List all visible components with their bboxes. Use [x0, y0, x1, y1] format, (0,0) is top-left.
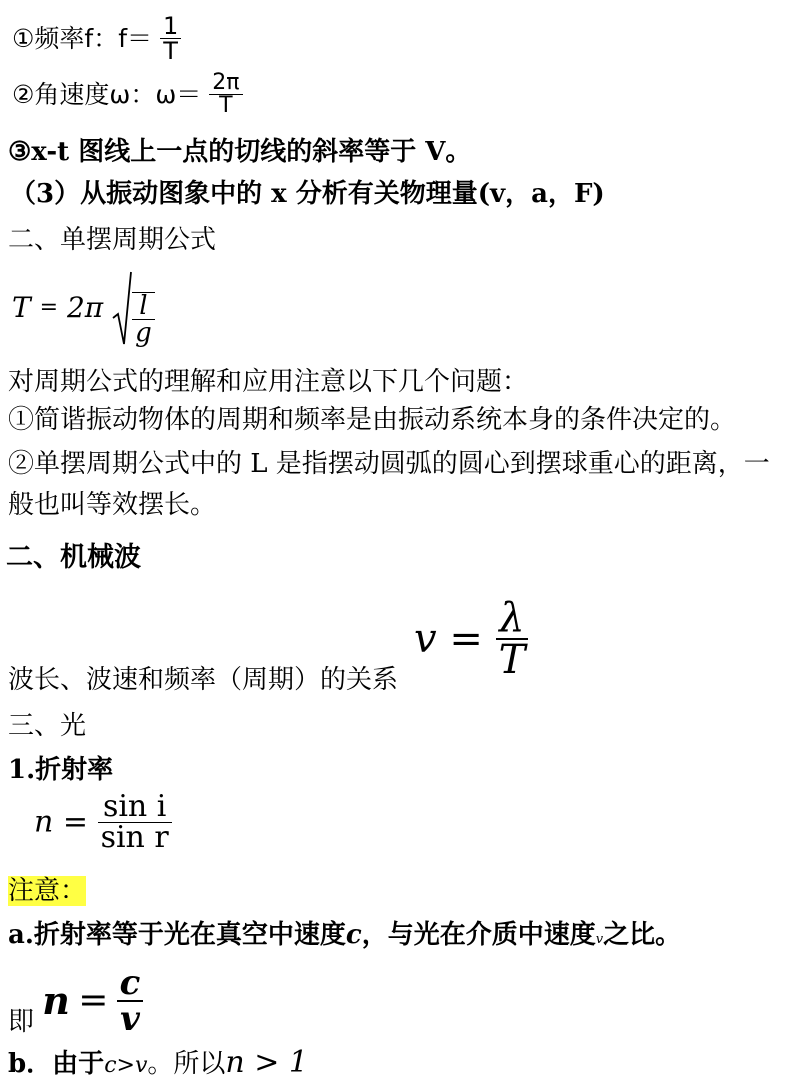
angular-velocity-label: ②角速度ω：ω＝ — [12, 80, 202, 109]
understanding-heading: 对周期公式的理解和应用注意以下几个问题： — [8, 367, 529, 397]
pendulum-coefficient: 2π — [66, 291, 104, 324]
wave-fraction — [496, 595, 529, 683]
angular-velocity-fraction — [209, 72, 242, 117]
pendulum-equals: = — [39, 295, 59, 320]
frequency-formula — [12, 14, 181, 63]
point-b-condition: c>v — [104, 1053, 148, 1078]
frequency-label: ①频率f：f＝ — [12, 24, 153, 53]
pendulum-denominator: g — [135, 318, 152, 348]
frequency-fraction — [160, 14, 181, 63]
point-a-post: 之比。 — [603, 920, 682, 950]
angular-velocity-numerator: 2π — [212, 70, 240, 95]
ratio-numerator: c — [119, 963, 141, 1003]
refraction-equals: = — [62, 804, 89, 840]
pendulum-numerator: l — [139, 291, 148, 321]
refraction-heading: 1.折射率 — [8, 755, 114, 785]
wave-relation-label: 波长、波速和频率（周期）的关系 — [8, 665, 399, 695]
angular-velocity-formula — [12, 72, 243, 117]
point-a-v: v — [595, 932, 604, 947]
sqrt-sign-icon — [112, 270, 132, 346]
ji-label: 即 — [8, 1007, 35, 1037]
refraction-formula — [34, 789, 172, 855]
wave-formula — [414, 595, 528, 683]
point-b-mid: 。所以 — [147, 1049, 226, 1079]
section-heading-pendulum: 二、单摆周期公式 — [8, 225, 217, 255]
point-b — [8, 1045, 309, 1080]
section-heading-waves: 二、机械波 — [6, 542, 141, 573]
section-heading-light: 三、光 — [8, 711, 87, 741]
note-label — [8, 878, 86, 904]
wave-numerator: λ — [499, 595, 525, 641]
wave-lhs: v — [414, 616, 437, 662]
sqrt — [112, 270, 155, 346]
wave-denominator: T — [498, 637, 526, 683]
ratio-denominator: v — [120, 999, 140, 1039]
wave-equals: = — [449, 616, 483, 662]
refraction-numerator: sin i — [102, 789, 167, 824]
point-b-result: n > 1 — [225, 1045, 309, 1080]
note-highlight: 注意： — [8, 876, 87, 906]
frequency-numerator: 1 — [162, 12, 179, 40]
frequency-denominator: T — [163, 37, 178, 65]
point-a-mid: ，与光在介质中速度 — [361, 920, 596, 950]
note-item-2-continued: 般也叫等效摆长。 — [8, 490, 217, 520]
point-a-c: c — [345, 920, 362, 950]
refraction-fraction — [98, 789, 172, 855]
angular-velocity-denominator: T — [219, 93, 233, 118]
ratio-lhs: n — [42, 978, 70, 1023]
analysis-statement: （3）从振动图象中的 x 分析有关物理量(v，a，F) — [10, 179, 605, 209]
ratio-fraction — [117, 963, 144, 1039]
note-item-2: ②单摆周期公式中的 L 是指摆动圆弧的圆心到摆球重心的距离，一 — [8, 449, 770, 479]
ratio-equals: = — [78, 980, 109, 1021]
sqrt-fraction — [132, 292, 155, 346]
speed-ratio-formula — [8, 963, 143, 1039]
slope-statement: ③x-t 图线上一点的切线的斜率等于 V。 — [8, 137, 472, 167]
refraction-lhs: n — [34, 804, 54, 840]
point-a — [8, 922, 681, 948]
note-item-1: ①简谐振动物体的周期和频率是由振动系统本身的条件决定的。 — [8, 405, 737, 435]
pendulum-lhs: T — [12, 291, 31, 324]
point-a-pre: a.折射率等于光在真空中速度 — [8, 920, 346, 950]
refraction-denominator: sin r — [100, 820, 169, 855]
pendulum-formula — [12, 270, 155, 346]
point-b-pre: b．由于 — [8, 1049, 105, 1079]
